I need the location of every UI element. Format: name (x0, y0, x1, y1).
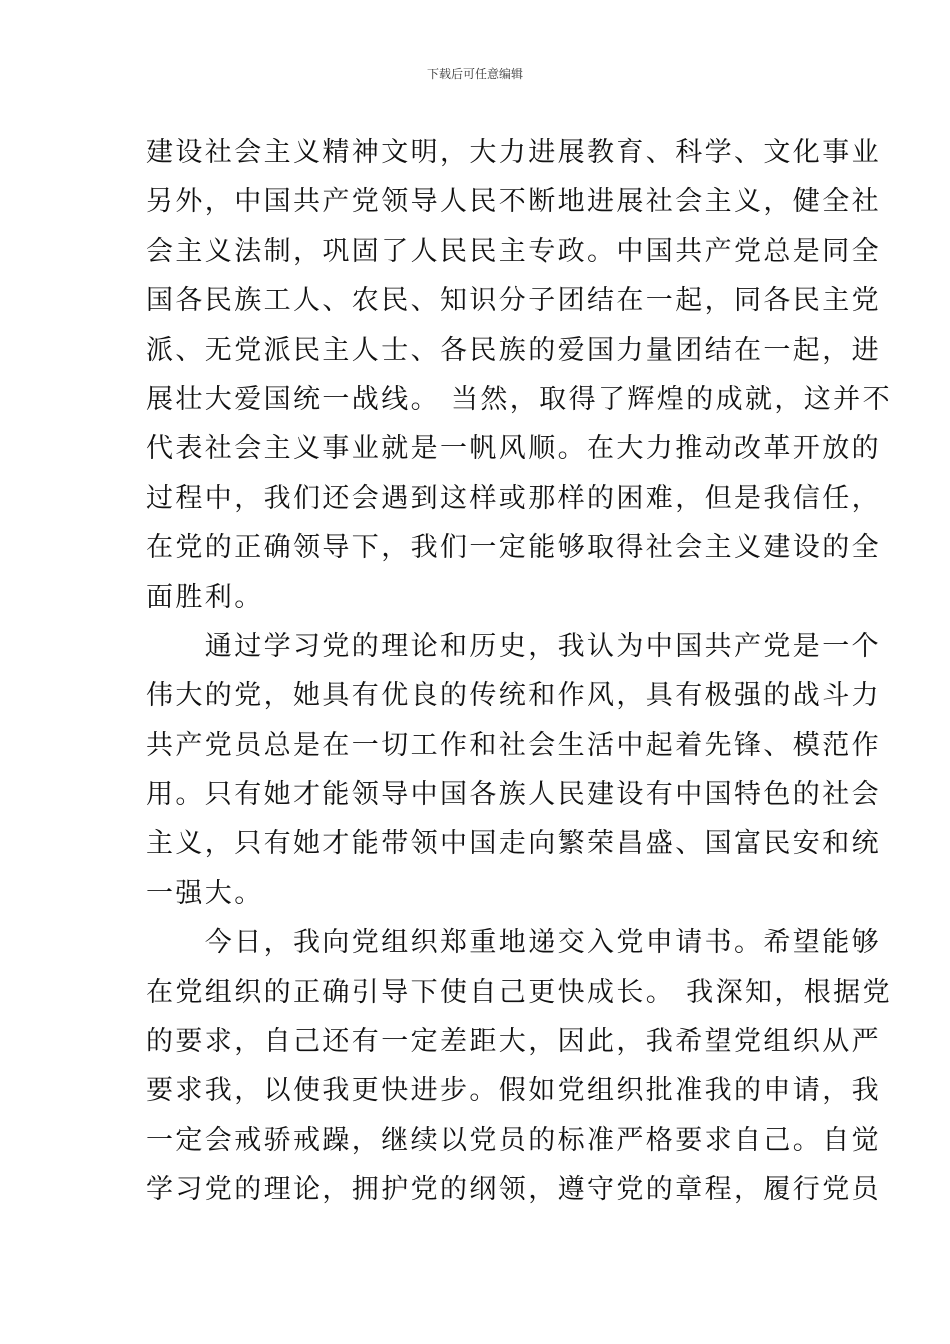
document-body (146, 128, 892, 1215)
text-line: 主义，只有她才能带领中国走向繁荣昌盛、国富民安和统 (146, 828, 881, 860)
text-line: 国各民族工人、农民、知识分子团结在一起，同各民主党 (146, 285, 881, 317)
text-line: 伟大的党，她具有优良的传统和作风，具有极强的战斗力 (146, 680, 881, 712)
text-line: 的要求，自己还有一定差距大，因此，我希望党组织从严 (146, 1026, 881, 1058)
text-line: 用。只有她才能领导中国各族人民建设有中国特色的社会 (146, 779, 881, 811)
text-line: 过程中，我们还会遇到这样或那样的困难，但是我信任， (146, 482, 881, 514)
text-line: 展壮大爱国统一战线。 当然，取得了辉煌的成就，这并不 (146, 383, 892, 415)
text-line: 建设社会主义精神文明，大力进展教育、科学、文化事业 (146, 137, 881, 168)
text-line: 代表社会主义事业就是一帆风顺。在大力推动改革开放的 (146, 433, 881, 465)
page-header: 下载后可任意编辑 (426, 67, 523, 81)
text-line: 要求我，以使我更快进步。假如党组织批准我的申请，我 (146, 1075, 881, 1107)
text-line: 学习党的理论，拥护党的纲领，遵守党的章程，履行党员 (146, 1174, 881, 1206)
text-line: 今日，我向党组织郑重地递交入党申请书。希望能够 (146, 927, 881, 959)
text-line: 在党组织的正确引导下使自己更快成长。 我深知，根据党 (146, 976, 892, 1008)
text-line: 通过学习党的理论和历史，我认为中国共产党是一个 (146, 630, 881, 662)
text-line: 会主义法制，巩固了人民民主专政。中国共产党总是同全 (146, 235, 881, 267)
text-line: 另外，中国共产党领导人民不断地进展社会主义，健全社 (146, 186, 881, 218)
text-line: 在党的正确领导下，我们一定能够取得社会主义建设的全 (146, 532, 881, 564)
text-line: 一强大。 (146, 877, 264, 909)
text-line: 一定会戒骄戒躁，继续以党员的标准严格要求自己。自觉 (146, 1124, 881, 1156)
text-line: 派、无党派民主人士、各民族的爱国力量团结在一起，进 (146, 334, 881, 366)
text-line: 共产党员总是在一切工作和社会生活中起着先锋、模范作 (146, 729, 881, 761)
text-line: 面胜利。 (146, 581, 264, 613)
